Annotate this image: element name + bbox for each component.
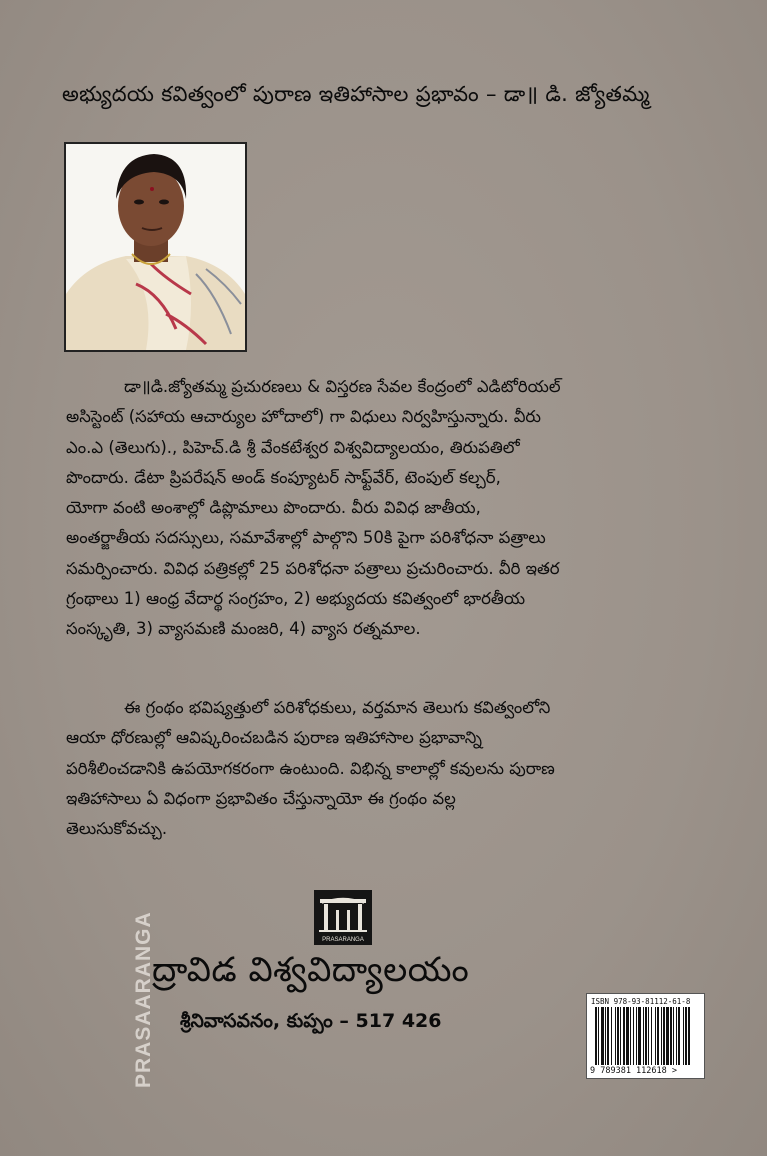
summary-line: తెలుసుకోవచ్చు. <box>66 819 168 839</box>
prasaranga-logo <box>314 890 372 945</box>
publisher-address: శ్రీనివాసవనం, కుప్పం – 517 426 <box>180 1010 442 1032</box>
isbn-label: ISBN 978-93-81112-61-8 <box>591 997 691 1006</box>
logo-caption: PRASARANGA <box>322 937 364 943</box>
summary-line: ఆయా ధోరణుల్లో ఆవిష్కరించబడిన పురాణ ఇతిహాసాల ప్రభావాన్ని <box>66 728 482 748</box>
bio-line: అసిస్టెంట్ (సహాయ ఆచార్యుల హోదాలో) గా విధులు నిర్వహిస్తున్నారు. వీరు <box>66 407 541 427</box>
university-name: ద్రావిడ విశ్వవిద్యాలయం <box>152 950 470 990</box>
prasaaranga-vertical-label: PRASAARANGA <box>132 911 155 1088</box>
bio-line: సమర్పించారు. వివిధ పత్రికల్లో 25 పరిశోధనా పత్రాలు ప్రచురించారు. వీరి ఇతర <box>66 558 560 578</box>
bio-line: అంతర్జాతీయ సదస్సులు, సమావేశాల్లో పాల్గొని 50కి పైగా పరిశోధనా పత్రాలు <box>66 528 546 548</box>
bio-line: సంస్కృతి, 3) వ్యాసమణి మంజరి, 4) వ్యాస రత్నమాల. <box>66 619 421 639</box>
author-portrait-image <box>66 144 245 350</box>
bio-line: గ్రంథాలు 1) ఆంధ్ర వేదార్థ సంగ్రహం, 2) అభ్యుదయ కవిత్వంలో భారతీయ <box>66 589 526 609</box>
barcode-digits: 9 789381 112618 > <box>590 1066 677 1076</box>
bio-line: యోగా వంటి అంశాల్లో డిప్లొమాలు పొందారు. వీరు వివిధ జాతీయ, <box>66 498 481 518</box>
author-bio-paragraph <box>66 372 706 645</box>
book-summary-paragraph <box>66 693 706 844</box>
bio-line: పొందారు. డేటా ప్రిపరేషన్ అండ్ కంప్యూటర్ సాఫ్ట్‌వేర్, టెంపుల్ కల్చర్, <box>66 467 501 487</box>
summary-line: ఇతిహాసాలు ఏ విధంగా ప్రభావితం చేస్తున్నాయో ఈ గ్రంథం వల్ల <box>66 788 456 808</box>
bio-line: డా॥డి.జ్యోతమ్మ ప్రచురణలు & విస్తరణ సేవల కేంద్రంలో ఎడిటోరియల్ <box>124 377 561 396</box>
book-title-author-line: అభ్యుదయ కవిత్వంలో పురాణ ఇతిహాసాల ప్రభావం – డా॥ డి. జ్యోతమ్మ <box>62 82 650 106</box>
summary-line: ఈ గ్రంథం భవిష్యత్తులో పరిశోధకులు, వర్తమాన తెలుగు కవిత్వంలోని <box>124 698 551 717</box>
summary-line: పరిశీలించడానికి ఉపయోగకరంగా ఉంటుంది. విభిన్న కాలాల్లో కవులను పురాణ <box>66 758 555 778</box>
isbn-barcode <box>586 993 705 1079</box>
bio-line: ఎం.ఎ (తెలుగు)., పిహెచ్.డి శ్రీ వేంకటేశ్వర విశ్వవిద్యాలయం, తిరుపతిలో <box>66 437 520 457</box>
author-photo <box>64 142 247 352</box>
